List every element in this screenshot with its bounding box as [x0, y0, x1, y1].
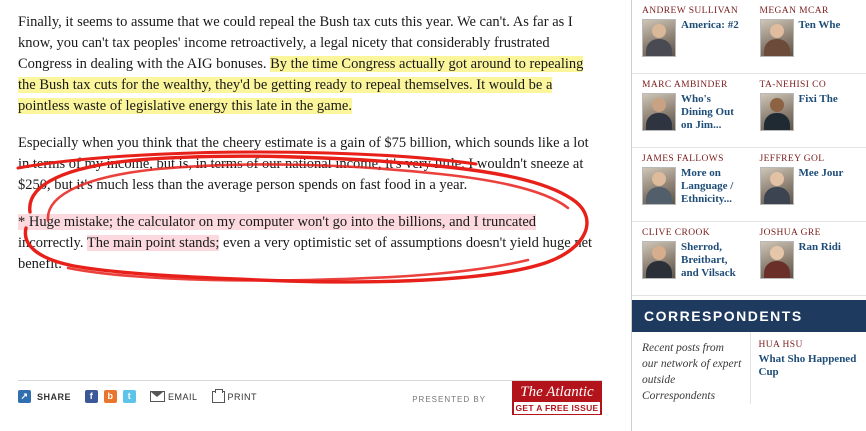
voice-item[interactable] — [632, 74, 750, 148]
atlantic-free-issue-ad[interactable] — [512, 381, 602, 415]
voice-body — [760, 241, 862, 279]
voice-body — [760, 93, 862, 131]
twitter-icon[interactable]: t — [123, 390, 136, 403]
voice-author-name: ANDREW SULLIVAN — [642, 6, 739, 16]
paragraph-1-highlighted-run: By the time Congress actually got around to repealing the Bush tax cuts for the wealthy, they'd be getting ready to repeal themselves. It would be a pointless waste of legislative energy this late in the game. — [18, 56, 584, 114]
share-icon[interactable]: ↗ — [18, 390, 31, 403]
voice-author-name: JEFFREY GOL — [759, 154, 825, 164]
voice-post-title[interactable]: America: #2 — [681, 19, 739, 31]
blogger-icon[interactable]: b — [104, 390, 117, 403]
voice-author-name: MARC AMBINDER — [642, 80, 728, 90]
voice-item[interactable] — [750, 0, 866, 74]
voice-body — [642, 19, 744, 57]
email-button[interactable] — [150, 391, 198, 402]
voice-post-title[interactable]: Who's Dining Out on Jim... — [681, 93, 734, 131]
article-paragraph-3-correction — [18, 212, 600, 275]
voice-item[interactable] — [632, 148, 750, 222]
avatar — [760, 167, 794, 205]
correction-run-3: The main point stands; — [86, 235, 220, 251]
envelope-icon — [150, 391, 165, 402]
avatar — [642, 19, 676, 57]
avatar — [760, 93, 794, 131]
correction-run-2: incorrectly. — [18, 235, 87, 251]
correspondents-item[interactable] — [750, 332, 866, 404]
voice-item[interactable] — [632, 0, 750, 74]
free-issue-label: GET A FREE ISSUE — [515, 403, 599, 413]
correspondent-name: HUA HSU — [758, 340, 803, 350]
voice-body — [760, 19, 862, 57]
paragraph-2-plain-run: Especially when you think that the cheery estimate is a gain of $75 billion, which sounds like a lot in terms of my income, but is, in terms of our national income, it's very little. I wouldn't sneeze at $250, but it's much less than the average person spends on fast food in a year. — [18, 135, 589, 193]
correspondents-body — [632, 332, 866, 404]
voice-post-title[interactable]: Fixi The — [798, 93, 838, 105]
voice-author-name: MEGAN MCAR — [759, 6, 829, 16]
correction-run-4: even a very optimistic set of assumptions doesn't yield huge net benefit. — [18, 235, 593, 272]
article-paragraph-1 — [18, 12, 600, 117]
avatar — [642, 241, 676, 279]
voice-author-name: CLIVE CROOK — [642, 228, 710, 238]
voice-item[interactable] — [750, 148, 866, 222]
voice-post-title[interactable]: Mee Jour — [798, 167, 844, 179]
avatar — [760, 19, 794, 57]
voice-post-title[interactable]: Sherrod, Breitbart, and Vilsack — [681, 241, 736, 279]
printer-icon — [212, 391, 225, 403]
print-label: PRINT — [227, 391, 258, 402]
atlantic-logo-text: The Atlantic — [520, 384, 594, 400]
voice-post-title[interactable]: Ten Whe — [798, 19, 841, 31]
paragraph-1-plain-run: Finally, it seems to assume that we could repeal the Bush tax cuts this year. We can't. As far as I know, you can't tax peoples' income retroactively, a legal nicety that considerably frustrated Congress in dealing with the AIG bonuses. — [18, 14, 573, 72]
presented-by-label: PRESENTED BY — [412, 395, 486, 404]
voice-item[interactable] — [632, 222, 750, 296]
share-bar — [18, 380, 602, 420]
share-links — [18, 390, 257, 403]
facebook-icon[interactable]: f — [85, 390, 98, 403]
voice-item[interactable] — [750, 74, 866, 148]
article-paragraph-2 — [18, 133, 600, 196]
correction-run-1: * Huge mistake; the calculator on my computer won't go into the billions, and I truncated — [18, 214, 537, 230]
voice-post-title[interactable]: Ran Ridi — [798, 241, 841, 253]
voices-grid — [632, 0, 866, 296]
voice-body — [760, 167, 862, 205]
sidebar — [631, 0, 866, 431]
correspondent-post-title[interactable]: What Sho Happened Cup — [758, 353, 857, 378]
voice-body — [642, 167, 744, 206]
correspondents-header: CORRESPONDENTS — [632, 300, 866, 332]
correspondents-blurb: Recent posts from our network of expert outside Correspondents — [642, 342, 742, 402]
share-label: SHARE — [37, 391, 72, 402]
print-button[interactable] — [212, 391, 258, 403]
email-label: EMAIL — [168, 391, 198, 402]
voice-author-name: JOSHUA GRE — [759, 228, 821, 238]
voice-author-name: JAMES FALLOWS — [642, 154, 724, 164]
avatar — [642, 167, 676, 205]
avatar — [760, 241, 794, 279]
voice-post-title[interactable]: More on Language / Ethnicity... — [681, 167, 734, 205]
voice-item[interactable] — [750, 222, 866, 296]
voice-body — [642, 241, 744, 280]
voice-body — [642, 93, 744, 132]
avatar — [642, 93, 676, 131]
voice-author-name: TA-NEHISI CO — [759, 80, 827, 90]
